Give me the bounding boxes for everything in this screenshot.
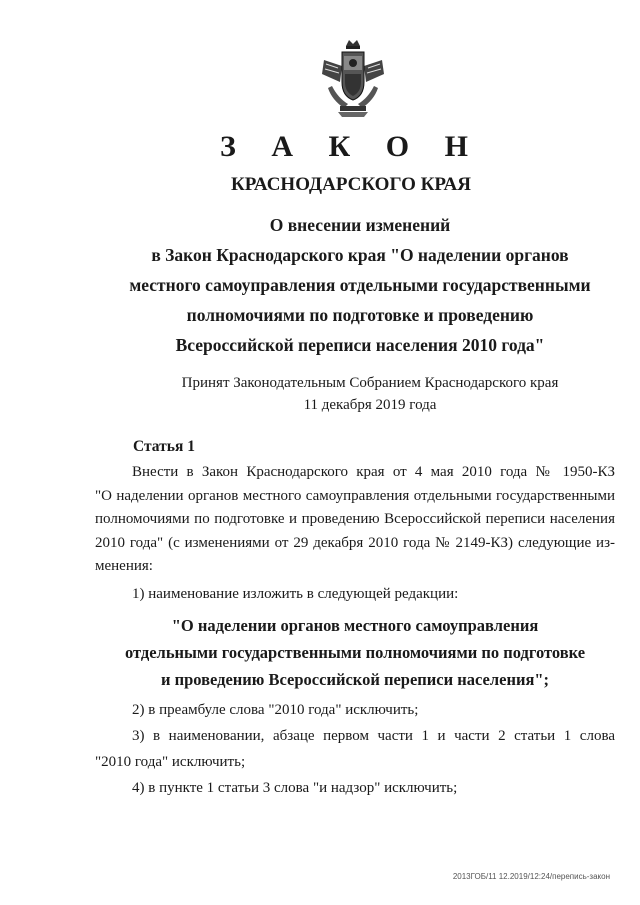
article-heading: Статья 1 [133,438,195,455]
subject-line: полномочиями по подготовке и проведению [186,305,534,325]
subject-line: Всероссийской переписи населения 2010 года" [175,335,545,355]
list-item: 4) в пункте 1 статьи 3 слова "и надзор" исключить; [132,780,458,796]
subject-line: местного самоуправления отдельными государственными [129,275,591,295]
article-body [95,461,615,801]
list-item: 2) в преамбуле слова "2010 года" исключить; [132,702,419,718]
adoption-info [110,372,630,416]
paragraph-line: полномочиями по подготовке и проведению Всероссийской переписи населения [95,511,615,527]
new-name-line: отдельными государственными полномочиями по подготовке [124,643,586,662]
new-law-name [95,612,615,693]
list-item-continuation: "2010 года" исключить; [95,754,246,770]
subject-line: в Закон Краснодарского края "О наделении органов [151,245,569,265]
paragraph-line: менения: [95,558,153,574]
footer-code: 2013ГОБ/11 12.2019/12:24/перепись-закон [452,872,610,881]
document-region: КРАСНОДАРСКОГО КРАЯ [230,174,472,195]
list-item: 1) наименование изложить в следующей редакции: [132,585,459,602]
paragraph-line: 2010 года" (с изменениями от 29 декабря 2010 года № 2149-КЗ) следующие из- [95,534,615,551]
subject-line: О внесении изменений [269,215,451,235]
paragraph-line: Внести в Закон Краснодарского края от 4 мая 2010 года № 1950-КЗ [132,464,615,480]
adoption-body: Принят Законодательным Собранием Краснодарского края [181,375,559,391]
amendment-list [95,697,615,801]
krasnodar-coat-of-arms-icon [318,38,388,118]
list-item: 3) в наименовании, абзаце первом части 1 и части 2 статьи 1 слова [132,728,615,744]
paragraph-line: "О наделении органов местного самоуправления отдельными государственными [95,487,615,504]
document-title: З А К О Н [220,130,482,163]
new-name-line: "О наделении органов местного самоуправления [171,616,539,635]
law-subject [100,210,620,360]
adoption-date: 11 декабря 2019 года [303,397,437,413]
new-name-line: и проведению Всероссийской переписи населения"; [160,670,550,689]
